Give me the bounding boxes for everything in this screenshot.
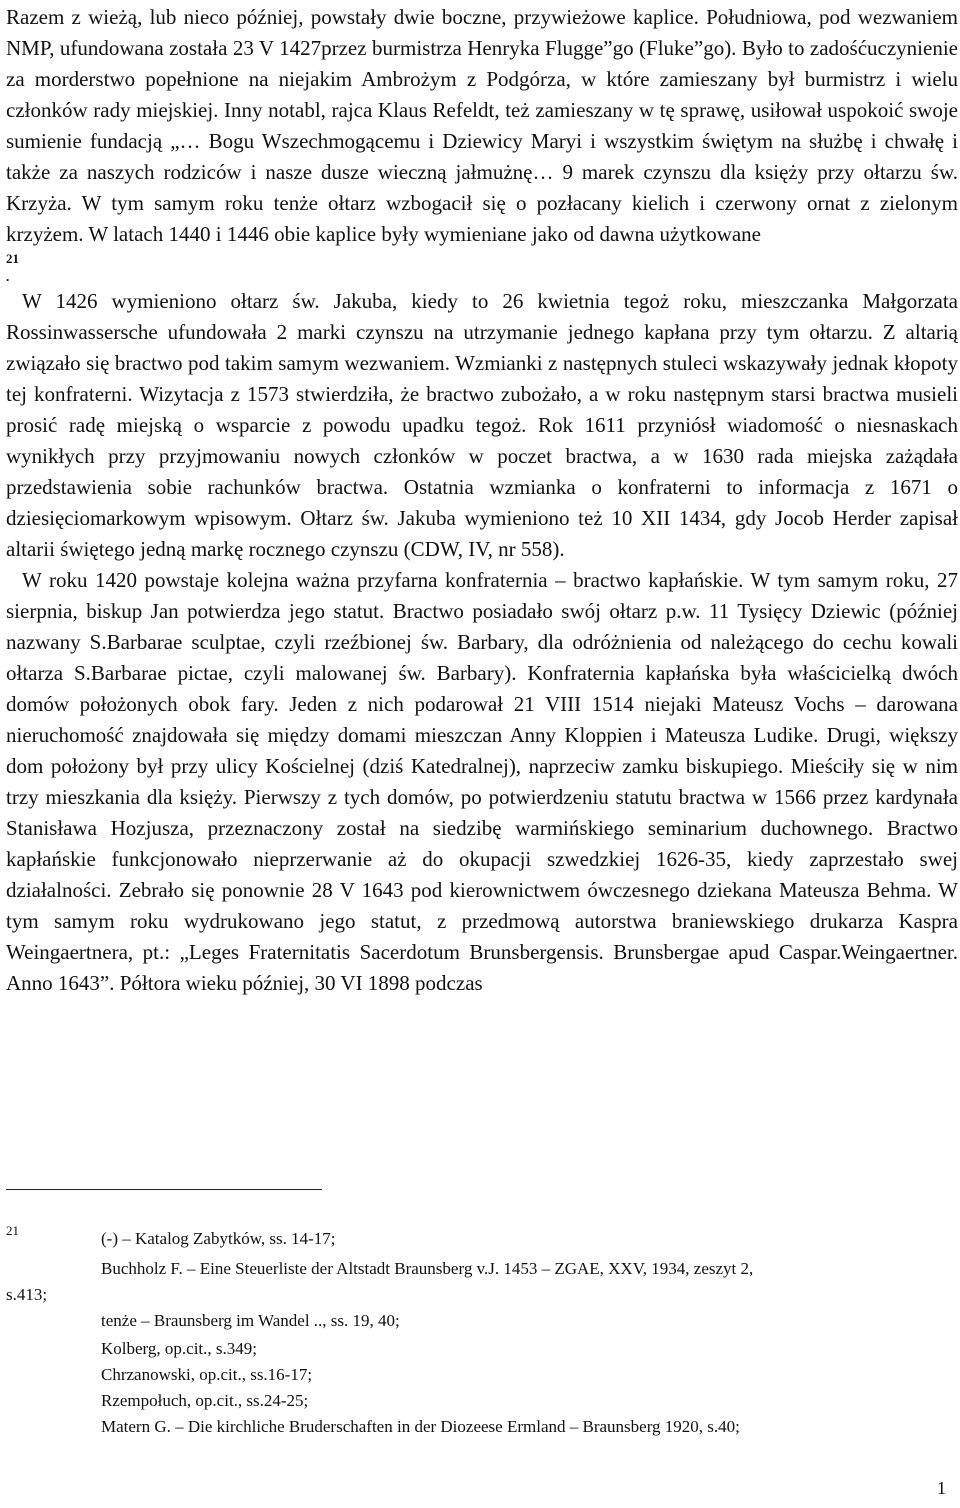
- paragraph-priestly-brotherhood: W roku 1420 powstaje kolejna ważna przyfarna konfraternia – bractwo kapłańskie. W tym samym roku, 27 sierpnia, biskup Jan potwierdza jego statut. Bractwo posiadało swój ołtarz p.w. 11 Tysięcy Dziewic (później nazwany S.Barbarae sculptae, czyli rzeźbionej św. Barbary, dla odróżnienia od należącego do cechu kowali ołtarza S.Barbarae pictae, czyli malowanej św. Barbary). Konfraternia kapłańska była właścicielką dwóch domów położonych obok fary. Jeden z nich podarował 21 VIII 1514 niejaki Mateusz Vochs – darowana nieruchomość znajdowała się między domami mieszczan Anny Kloppien i Mateusza Ludike. Drugi, większy dom położony był przy ulicy Kościelnej (dziś Katedralnej), naprzeciw zamku biskupiego. Mieściły się w nim trzy mieszkania dla księży. Pierwszy z tych domów, po potwierdzeniu statutu bractwa w 1566 przez kardynała Stanisława Hozjusza, przeznaczony został na siedzibę warmińskiego seminarium duchownego. Bractwo kapłańskie funkcjonowało nieprzerwanie aż do okupacji szwedzkiej 1626-35, kiedy zaprzestało swej działalności. Zebrało się ponownie 28 V 1643 pod kierownictwem ówczesnego dziekana Mateusza Behma. W tym samym roku wydrukowano jego statut, z przedmową autorstwa braniewskiego drukarza Kaspra Weingaertnera, pt.: „Leges Fraternitatis Sacerdotum Brunsbergensis. Brunsbergae apud Caspar.Weingaertner. Anno 1643”. Półtora wieku później, 30 VI 1898 podczas: [6, 568, 958, 995]
- footnote-reference-period: .: [6, 269, 10, 284]
- body-text: [6, 2, 958, 999]
- page-number: 1: [937, 1478, 946, 1498]
- footnote-separator: [6, 1189, 322, 1190]
- footnote-line: Buchholz F. – Eine Steuerliste der Altstadt Braunsberg v.J. 1453 – ZGAE, XXV, 1934, zeszyt 2,: [101, 1259, 754, 1278]
- footnote-line: tenże – Braunsberg im Wandel .., ss. 19, 40;: [101, 1311, 400, 1330]
- paragraph-chapels: Razem z wieżą, lub nieco później, powstały dwie boczne, przywieżowe kaplice. Południowa, pod wezwaniem NMP, ufundowana została 23 V 1427przez burmistrza Henryka Flugge”go (Fluke”go). Było to zadośćuczynienie za morderstwo popełnione na niejakim Ambrożym z Podgórza, w które zamieszany był burmistrz i wielu członków rady miejskiej. Inny notabl, rajca Klaus Refeldt, też zamieszany w tę sprawę, usiłował uspokoić swoje sumienie fundacją „… Bogu Wszechmogącemu i Dziewicy Maryi i wszystkim świętym na służbę i chwałę i także za naszych rodziców i nasze dusze wieczną jałmużnę… 9 marek czynszu dla księży przy ołtarzu św. Krzyża. W tym samym roku tenże ołtarz wzbogacił się o pozłacany kielich i czerwony ornat z zielonym krzyżem. W latach 1440 i 1446 obie kaplice były wymieniane jako od dawna użytkowane: [6, 5, 958, 246]
- footnote-line: Kolberg, op.cit., s.349;: [101, 1339, 257, 1358]
- footnote-number: 21: [6, 1223, 19, 1238]
- footnote-line: Rzempołuch, op.cit., ss.24-25;: [101, 1391, 309, 1410]
- footnote-line: (-) – Katalog Zabytków, ss. 14-17;: [101, 1229, 336, 1248]
- paragraph-altar-st-jakub: W 1426 wymieniono ołtarz św. Jakuba, kiedy to 26 kwietnia tegoż roku, mieszczanka Małgorzata Rossinwassersche ufundowała 2 marki czynszu na utrzymanie jednego kapłana przy tym ołtarzu. Z altarią związało się bractwo pod takim samym wezwaniem. Wzmianki z następnych stuleci wskazywały jednak kłopoty tej konfraterni. Wizytacja z 1573 stwierdziła, że bractwo zubożało, a w roku następnym starsi bractwa musieli prosić radę miejską o wsparcie z powodu upadku tegoż. Rok 1611 przyniósł wiadomość o niesnaskach wynikłych przy przyjmowaniu nowych członków w poczet bractwa, a w 1630 rada miejska zażądała przedstawienia sobie rachunków bractwa. Ostatnia wzmianka o konfraterni to informacja z 1671 o dziesięciomarkowym wpisowym. Ołtarz św. Jakuba wymieniono też 10 XII 1434, gdy Jocob Herder zapisał altarii świętego jedną markę rocznego czynszu (CDW, IV, nr 558).: [6, 289, 958, 561]
- footnote-line: Chrzanowski, op.cit., ss.16-17;: [101, 1365, 313, 1384]
- footnote-reference-number: 21: [6, 251, 19, 266]
- footnote-reference: [6, 250, 958, 286]
- footnote-continuation: s.413;: [6, 1285, 48, 1304]
- footnote-line: Matern G. – Die kirchliche Bruderschaften in der Diozeese Ermland – Braunsberg 1920, s.40;: [101, 1417, 740, 1436]
